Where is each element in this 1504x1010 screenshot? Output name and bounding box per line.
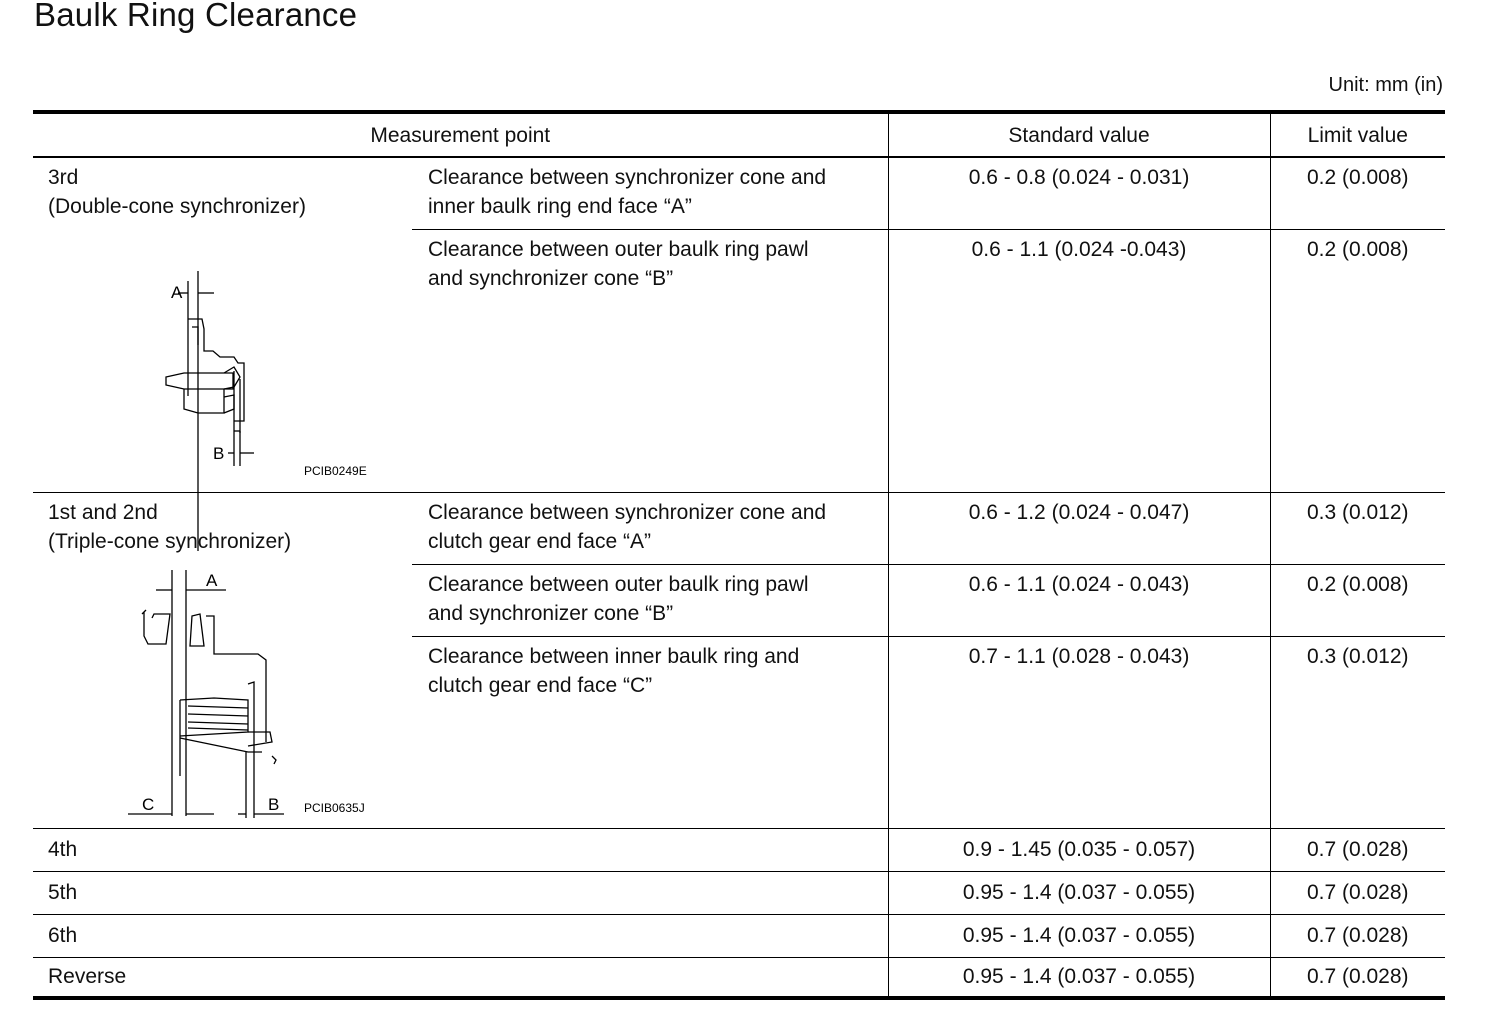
table-row <box>33 492 1445 564</box>
figure-label-b: B <box>268 794 280 814</box>
description-line: Clearance between inner baulk ring and <box>428 644 800 668</box>
description-line: Clearance between synchronizer cone and <box>428 166 827 189</box>
gear-label: 4th <box>33 828 888 871</box>
limit-value-cell: 0.2 (0.008) <box>1270 157 1445 229</box>
figure-label-a: A <box>206 570 218 590</box>
page-title: Baulk Ring Clearance <box>34 0 358 33</box>
description-line: inner baulk ring end face “A” <box>428 195 692 218</box>
description-line: Clearance between outer baulk ring pawl <box>428 572 809 596</box>
limit-value-cell: 0.7 (0.028) <box>1270 828 1445 871</box>
table-row <box>33 957 1445 998</box>
gear-label: 5th <box>33 871 888 914</box>
description-line: and synchronizer cone “B” <box>428 266 674 290</box>
gear-label: 6th <box>33 914 888 957</box>
standard-value-cell: 0.6 - 1.1 (0.024 -0.043) <box>888 229 1270 492</box>
synchronizer-type: (Double-cone synchronizer) <box>48 195 306 218</box>
gear-label: Reverse <box>33 957 888 998</box>
limit-value-cell: 0.7 (0.028) <box>1306 965 1409 989</box>
gear-label: 1st and 2nd <box>48 500 158 524</box>
header-limit-value: Limit value <box>1270 112 1445 157</box>
description-line: clutch gear end face “A” <box>428 529 651 553</box>
standard-value-cell: 0.7 - 1.1 (0.028 - 0.043) <box>888 636 1270 828</box>
table-row <box>33 871 1445 914</box>
group-cell-1st-2nd <box>33 492 412 828</box>
description-line: and synchronizer cone “B” <box>428 601 674 625</box>
limit-value-cell: 0.3 (0.012) <box>1270 492 1445 564</box>
standard-value-cell: 0.6 - 1.1 (0.024 - 0.043) <box>888 564 1270 636</box>
standard-value-cell: 0.95 - 1.4 (0.037 - 0.055) <box>888 957 1270 998</box>
gear-label: 3rd <box>48 166 79 189</box>
measurement-description <box>412 564 888 636</box>
figure-code: PCIB0249E <box>304 464 367 478</box>
table-header-row <box>33 112 1445 157</box>
unit-note: Unit: mm (in) <box>1328 74 1443 96</box>
synchronizer-type: (Triple-cone synchronizer) <box>48 529 292 553</box>
limit-value-cell: 0.2 (0.008) <box>1270 229 1445 492</box>
limit-value-cell: 0.3 (0.012) <box>1270 636 1445 828</box>
table-row <box>33 828 1445 871</box>
double-cone-synchronizer-diagram <box>48 221 408 478</box>
figure-label-a: A <box>171 283 183 302</box>
standard-value-cell: 0.95 - 1.4 (0.037 - 0.055) <box>888 871 1270 914</box>
description-line: Clearance between outer baulk ring pawl <box>428 237 809 261</box>
standard-value-cell: 0.9 - 1.45 (0.035 - 0.057) <box>888 828 1270 871</box>
triple-cone-synchronizer-diagram <box>48 556 408 818</box>
standard-value-cell: 0.6 - 0.8 (0.024 - 0.031) <box>888 157 1270 229</box>
limit-value-cell: 0.2 (0.008) <box>1270 564 1445 636</box>
header-measurement-point: Measurement point <box>33 112 888 157</box>
figure-code: PCIB0635J <box>304 800 365 815</box>
figure-label-c: C <box>142 794 155 814</box>
table-row <box>33 914 1445 957</box>
description-line: Clearance between synchronizer cone and <box>428 500 827 524</box>
table-row <box>33 157 1445 229</box>
baulk-ring-clearance-table <box>33 110 1445 1000</box>
description-line: clutch gear end face “C” <box>428 673 653 697</box>
standard-value-cell: 0.6 - 1.2 (0.024 - 0.047) <box>888 492 1270 564</box>
measurement-description <box>412 229 888 492</box>
measurement-description <box>412 636 888 828</box>
standard-value-cell: 0.95 - 1.4 (0.037 - 0.055) <box>888 914 1270 957</box>
limit-value-cell: 0.7 (0.028) <box>1270 914 1445 957</box>
measurement-description <box>412 492 888 564</box>
header-standard-value: Standard value <box>888 112 1270 157</box>
limit-value-cell: 0.7 (0.028) <box>1270 871 1445 914</box>
measurement-description <box>412 157 888 229</box>
group-cell-3rd <box>33 157 412 492</box>
figure-label-b: B <box>213 444 225 463</box>
